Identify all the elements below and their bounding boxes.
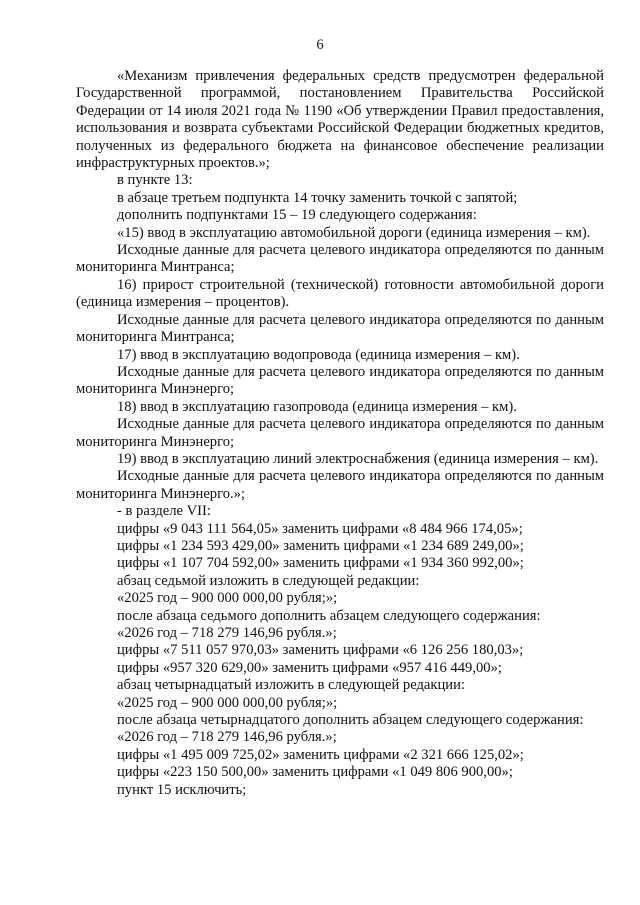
paragraph: цифры «1 495 009 725,02» заменить цифрами «2 321 666 125,02»;: [117, 746, 524, 763]
paragraph: «2026 год – 718 279 146,96 рубля.»;: [117, 729, 337, 746]
paragraph: цифры «957 320 629,00» заменить цифрами «957 416 449,00»;: [117, 659, 502, 676]
paragraph: Исходные данные для расчета целевого индикатора определяются по данным мониторинга Минтранса;: [76, 242, 604, 276]
paragraph: Исходные данные для расчета целевого индикатора определяются по данным мониторинга Минэнерго.»;: [76, 468, 604, 502]
page-number: 6: [316, 37, 324, 53]
paragraph: дополнить подпунктами 15 – 19 следующего содержания:: [117, 207, 477, 224]
paragraph: 18) ввод в эксплуатацию газопровода (единица измерения – км).: [117, 398, 517, 415]
paragraph: цифры «1 234 593 429,00» заменить цифрами «1 234 689 249,00»;: [117, 537, 524, 554]
paragraph: Исходные данные для расчета целевого индикатора определяются по данным мониторинга Минэнерго;: [76, 363, 604, 398]
paragraph: «2025 год – 900 000 000,00 рубля;»;: [117, 694, 338, 711]
paragraph: 16) прирост строительной (технической) готовности автомобильной дороги (единица измерения – процентов).: [76, 276, 604, 311]
paragraph: 19) ввод в эксплуатацию линий электроснабжения (единица измерения – км).: [117, 450, 599, 467]
paragraph: цифры «1 107 704 592,00» заменить цифрами «1 934 360 992,00»;: [117, 555, 524, 572]
paragraph: в пункте 13:: [117, 172, 193, 189]
paragraph: цифры «9 043 111 564,05» заменить цифрами «8 484 966 174,05»;: [117, 520, 523, 537]
paragraph: Исходные данные для расчета целевого индикатора определяются по данным мониторинга Минэнерго;: [76, 416, 604, 450]
paragraph: «2025 год – 900 000 000,00 рубля;»;: [117, 590, 338, 607]
paragraph: цифры «7 511 057 970,03» заменить цифрами «6 126 256 180,03»;: [117, 642, 524, 659]
document-body: [76, 68, 604, 799]
paragraph: после абзаца седьмого дополнить абзацем следующего содержания:: [117, 607, 541, 624]
paragraph: - в разделе VII:: [117, 503, 211, 520]
paragraph: пункт 15 исключить;: [117, 781, 247, 798]
paragraph: цифры «223 150 500,00» заменить цифрами «1 049 806 900,00»;: [117, 764, 513, 781]
paragraph: «15) ввод в эксплуатацию автомобильной дороги (единица измерения – км).: [117, 224, 591, 241]
paragraph: абзац четырнадцатый изложить в следующей редакции:: [117, 677, 465, 694]
paragraph: «Механизм привлечения федеральных средств предусмотрен федеральной Государственной программой, постановлением Правительства Российской Федерации от 14 июля 2021 года № 1190 «Об утверждении Правил предоставления, использования и возврата субъектами Российской Федерации бюджетных кредитов, полученных из федерального бюджета на финансовое обеспечение реализации инфраструктурных проектов.»;: [76, 68, 604, 172]
paragraph: 17) ввод в эксплуатацию водопровода (единица измерения – км).: [117, 346, 520, 363]
paragraph: абзац седьмой изложить в следующей редакции:: [117, 572, 420, 589]
paragraph: Исходные данные для расчета целевого индикатора определяются по данным мониторинга Минтранса;: [76, 311, 604, 346]
paragraph: в абзаце третьем подпункта 14 точку заменить точкой с запятой;: [117, 189, 518, 206]
paragraph: после абзаца четырнадцатого дополнить абзацем следующего содержания:: [117, 712, 584, 729]
paragraph: «2026 год – 718 279 146,96 рубля.»;: [117, 625, 337, 641]
